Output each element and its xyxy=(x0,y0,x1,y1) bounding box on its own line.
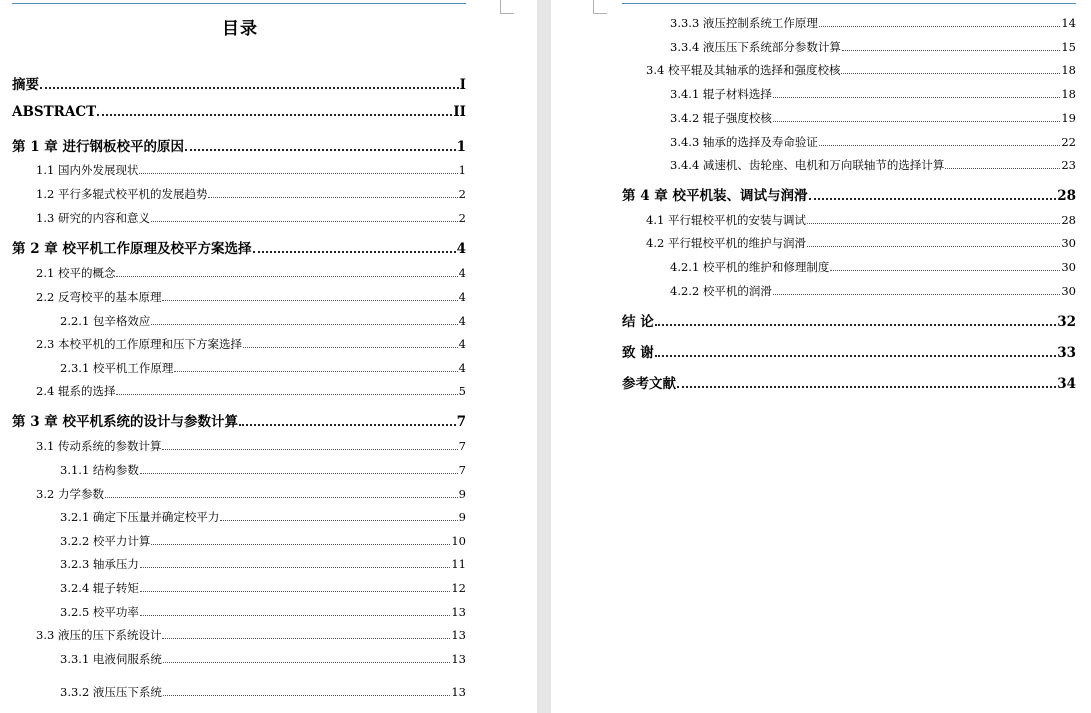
toc-page-number: 32 xyxy=(1057,314,1076,330)
toc-dot-leader xyxy=(773,294,1060,295)
toc-dot-leader xyxy=(185,149,456,151)
toc-entry-label: 3.1.1 结构参数 xyxy=(60,463,139,477)
toc-entry-label: 3.3.3 液压控制系统工作原理 xyxy=(670,16,818,30)
toc-dot-leader xyxy=(807,246,1060,247)
toc-entry-label: 4.2 平行辊校平机的维护与润滑 xyxy=(646,236,806,250)
toc-page-number: 4 xyxy=(458,290,466,304)
toc-entry-label: 3.2.1 确定下压量并确定校平力 xyxy=(60,510,220,524)
toc-entry-label: 3.4.1 辊子材料选择 xyxy=(670,87,772,101)
toc-dot-leader xyxy=(809,198,1057,200)
toc-page-number: 4 xyxy=(458,361,466,375)
toc-page-number: 22 xyxy=(1061,135,1076,149)
toc-page-number: 30 xyxy=(1061,284,1076,298)
toc-chapter-entry[interactable] xyxy=(622,372,1076,392)
page-gap xyxy=(537,0,551,713)
toc-dot-leader xyxy=(116,276,457,277)
toc-section-entry[interactable] xyxy=(670,110,1076,126)
toc-section-entry[interactable] xyxy=(60,313,466,329)
toc-section-entry[interactable] xyxy=(670,259,1076,275)
toc-dot-leader xyxy=(819,145,1060,146)
toc-section-entry[interactable] xyxy=(670,15,1076,31)
toc-page-number: 9 xyxy=(458,487,466,501)
toc-entry-label: 3.3.2 液压压下系统 xyxy=(60,685,162,699)
toc-section-entry[interactable] xyxy=(60,462,466,478)
toc-section-entry[interactable] xyxy=(36,289,466,305)
toc-section-entry[interactable] xyxy=(60,651,466,667)
toc-page-number: 1 xyxy=(456,139,466,155)
toc-section-entry[interactable] xyxy=(60,556,466,572)
toc-section-entry[interactable] xyxy=(60,580,466,596)
toc-section-entry[interactable] xyxy=(646,62,1076,78)
toc-dot-leader xyxy=(677,386,1056,388)
toc-dot-leader xyxy=(151,544,450,545)
toc-dot-leader xyxy=(945,168,1060,169)
toc-dot-leader xyxy=(841,73,1060,74)
toc-section-entry[interactable] xyxy=(36,383,466,399)
toc-page-number: 23 xyxy=(1061,158,1076,172)
toc-entry-label: 1.1 国内外发展现状 xyxy=(36,163,139,177)
toc-dot-leader xyxy=(140,567,450,568)
toc-dot-leader xyxy=(773,121,1060,122)
toc-entry-label: 4.1 平行辊校平机的安装与调试 xyxy=(646,213,806,227)
toc-page-number: 11 xyxy=(451,557,466,571)
page-corner-mark xyxy=(500,0,514,14)
page-corner-mark xyxy=(593,0,607,14)
toc-page-number: 4 xyxy=(456,241,466,257)
toc-dot-leader xyxy=(220,520,457,521)
toc-dot-leader xyxy=(97,114,452,116)
toc-entry-label: 2.3 本校平机的工作原理和压下方案选择 xyxy=(36,337,242,351)
toc-section-entry[interactable] xyxy=(670,157,1076,173)
toc-page-number: 34 xyxy=(1057,376,1076,392)
toc-entry-label: 结 论 xyxy=(622,314,654,330)
toc-entry-label: 3.2 力学参数 xyxy=(36,487,104,501)
toc-page-number: 1 xyxy=(458,163,466,177)
toc-section-entry[interactable] xyxy=(670,86,1076,102)
toc-section-entry[interactable] xyxy=(670,134,1076,150)
toc-page-number: I xyxy=(459,77,466,93)
toc-dot-leader xyxy=(162,638,450,639)
toc-dot-leader xyxy=(163,662,450,663)
toc-dot-leader xyxy=(140,473,458,474)
toc-dot-leader xyxy=(819,26,1060,27)
toc-section-entry[interactable] xyxy=(36,438,466,454)
toc-page-number: 13 xyxy=(451,628,466,642)
toc-dot-leader xyxy=(174,371,457,372)
toc-entry-label: 第 4 章 校平机装、调试与润滑 xyxy=(622,188,808,204)
toc-entry-label: 3.2.4 辊子转矩 xyxy=(60,581,139,595)
toc-dot-leader xyxy=(243,347,458,348)
toc-entry-label: 第 3 章 校平机系统的设计与参数计算 xyxy=(12,414,238,430)
toc-page-number: 12 xyxy=(451,581,466,595)
toc-page-number: 33 xyxy=(1057,345,1076,361)
toc-section-entry[interactable] xyxy=(36,186,466,202)
toc-page-number: 13 xyxy=(451,652,466,666)
toc-entry-label: 4.2.2 校平机的润滑 xyxy=(670,284,772,298)
toc-chapter-entry[interactable] xyxy=(12,237,466,257)
toc-dot-leader xyxy=(842,50,1060,51)
toc-entry-label: 2.1 校平的概念 xyxy=(36,266,116,280)
toc-page-number: II xyxy=(453,104,466,120)
toc-page-number: 7 xyxy=(458,439,466,453)
toc-entry-label: 2.2.1 包辛格效应 xyxy=(60,314,151,328)
toc-dot-leader xyxy=(208,197,457,198)
toc-page-number: 13 xyxy=(451,685,466,699)
toc-section-entry[interactable] xyxy=(646,235,1076,251)
toc-page-number: 19 xyxy=(1061,111,1076,125)
toc-dot-leader xyxy=(162,300,457,301)
toc-chapter-entry[interactable] xyxy=(12,104,466,120)
toc-page-number: 10 xyxy=(451,534,466,548)
toc-dot-leader xyxy=(116,394,457,395)
toc-dot-leader xyxy=(830,270,1060,271)
toc-dot-leader xyxy=(163,695,450,696)
toc-page-number: 2 xyxy=(458,187,466,201)
toc-entry-label: 1.2 平行多辊式校平机的发展趋势 xyxy=(36,187,208,201)
toc-page-number: 13 xyxy=(451,605,466,619)
toc-title: 目录 xyxy=(222,19,258,39)
toc-page-number: 7 xyxy=(458,463,466,477)
header-rule xyxy=(12,3,466,4)
toc-dot-leader xyxy=(40,87,459,89)
toc-page-left xyxy=(0,0,537,713)
toc-entry-label: 3.2.5 校平功率 xyxy=(60,605,139,619)
toc-dot-leader xyxy=(239,424,456,426)
toc-page-number: 5 xyxy=(458,384,466,398)
toc-page-number: 4 xyxy=(458,314,466,328)
toc-page-number: 28 xyxy=(1057,188,1076,204)
toc-section-entry[interactable] xyxy=(36,486,466,502)
toc-page-number: 7 xyxy=(456,414,466,430)
toc-page-number: 15 xyxy=(1061,40,1076,54)
toc-entry-label: ABSTRACT xyxy=(12,104,97,120)
toc-page-number: 2 xyxy=(458,211,466,225)
toc-page-number: 4 xyxy=(458,337,466,351)
toc-entry-label: 2.3.1 校平机工作原理 xyxy=(60,361,174,375)
toc-section-entry[interactable] xyxy=(36,627,466,643)
toc-section-entry[interactable] xyxy=(60,533,466,549)
toc-page-number: 14 xyxy=(1061,16,1076,30)
toc-entry-label: 4.2.1 校平机的维护和修理制度 xyxy=(670,260,830,274)
toc-dot-leader xyxy=(655,355,1057,357)
toc-section-entry[interactable] xyxy=(60,360,466,376)
toc-page-right xyxy=(551,0,1091,713)
toc-entry-label: 1.3 研究的内容和意义 xyxy=(36,211,150,225)
toc-chapter-entry[interactable] xyxy=(12,73,466,93)
toc-chapter-entry[interactable] xyxy=(622,310,1076,330)
toc-section-entry[interactable] xyxy=(60,684,466,700)
toc-page-number: 9 xyxy=(458,510,466,524)
toc-chapter-entry[interactable] xyxy=(622,184,1076,204)
toc-entry-label: 2.2 反弯校平的基本原理 xyxy=(36,290,162,304)
toc-entry-label: 3.4.3 轴承的选择及寿命验证 xyxy=(670,135,818,149)
toc-page-number: 30 xyxy=(1061,260,1076,274)
toc-section-entry[interactable] xyxy=(36,265,466,281)
toc-section-entry[interactable] xyxy=(36,162,466,178)
toc-section-entry[interactable] xyxy=(60,604,466,620)
toc-section-entry[interactable] xyxy=(60,509,466,525)
toc-page-number: 30 xyxy=(1061,236,1076,250)
toc-dot-leader xyxy=(139,173,457,174)
toc-dot-leader xyxy=(773,97,1060,98)
toc-entry-label: 参考文献 xyxy=(622,376,676,392)
toc-dot-leader xyxy=(151,221,458,222)
toc-section-entry[interactable] xyxy=(670,283,1076,299)
toc-dot-leader xyxy=(253,251,456,253)
toc-dot-leader xyxy=(151,324,457,325)
toc-dot-leader xyxy=(140,591,450,592)
toc-chapter-entry[interactable] xyxy=(12,410,466,430)
toc-page-number: 4 xyxy=(458,266,466,280)
toc-entry-label: 摘要 xyxy=(12,77,39,93)
toc-entry-label: 3.2.3 轴承压力 xyxy=(60,557,139,571)
toc-dot-leader xyxy=(105,497,458,498)
toc-dot-leader xyxy=(807,223,1060,224)
header-rule xyxy=(622,3,1076,4)
toc-entry-label: 3.4.4 减速机、齿轮座、电机和万向联轴节的选择计算 xyxy=(670,158,945,172)
toc-entry-label: 3.4 校平辊及其轴承的选择和强度校核 xyxy=(646,63,841,77)
toc-chapter-entry[interactable] xyxy=(622,341,1076,361)
toc-entry-label: 3.1 传动系统的参数计算 xyxy=(36,439,162,453)
toc-entry-label: 3.2.2 校平力计算 xyxy=(60,534,151,548)
toc-dot-leader xyxy=(162,449,457,450)
toc-section-entry[interactable] xyxy=(646,212,1076,228)
toc-entry-label: 3.3.4 液压压下系统部分参数计算 xyxy=(670,40,841,54)
toc-page-number: 18 xyxy=(1061,63,1076,77)
toc-section-entry[interactable] xyxy=(670,39,1076,55)
toc-chapter-entry[interactable] xyxy=(12,135,466,155)
toc-page-number: 18 xyxy=(1061,87,1076,101)
toc-section-entry[interactable] xyxy=(36,210,466,226)
toc-page-number: 28 xyxy=(1061,213,1076,227)
toc-entry-label: 3.4.2 辊子强度校核 xyxy=(670,111,772,125)
toc-dot-leader xyxy=(140,615,450,616)
toc-entry-label: 2.4 辊系的选择 xyxy=(36,384,116,398)
toc-entry-label: 3.3.1 电液伺服系统 xyxy=(60,652,162,666)
toc-dot-leader xyxy=(655,324,1057,326)
toc-entry-label: 第 1 章 进行钢板校平的原因 xyxy=(12,139,184,155)
toc-section-entry[interactable] xyxy=(36,336,466,352)
toc-entry-label: 第 2 章 校平机工作原理及校平方案选择 xyxy=(12,241,252,257)
toc-entry-label: 3.3 液压的压下系统设计 xyxy=(36,628,162,642)
toc-entry-label: 致 谢 xyxy=(622,345,654,361)
